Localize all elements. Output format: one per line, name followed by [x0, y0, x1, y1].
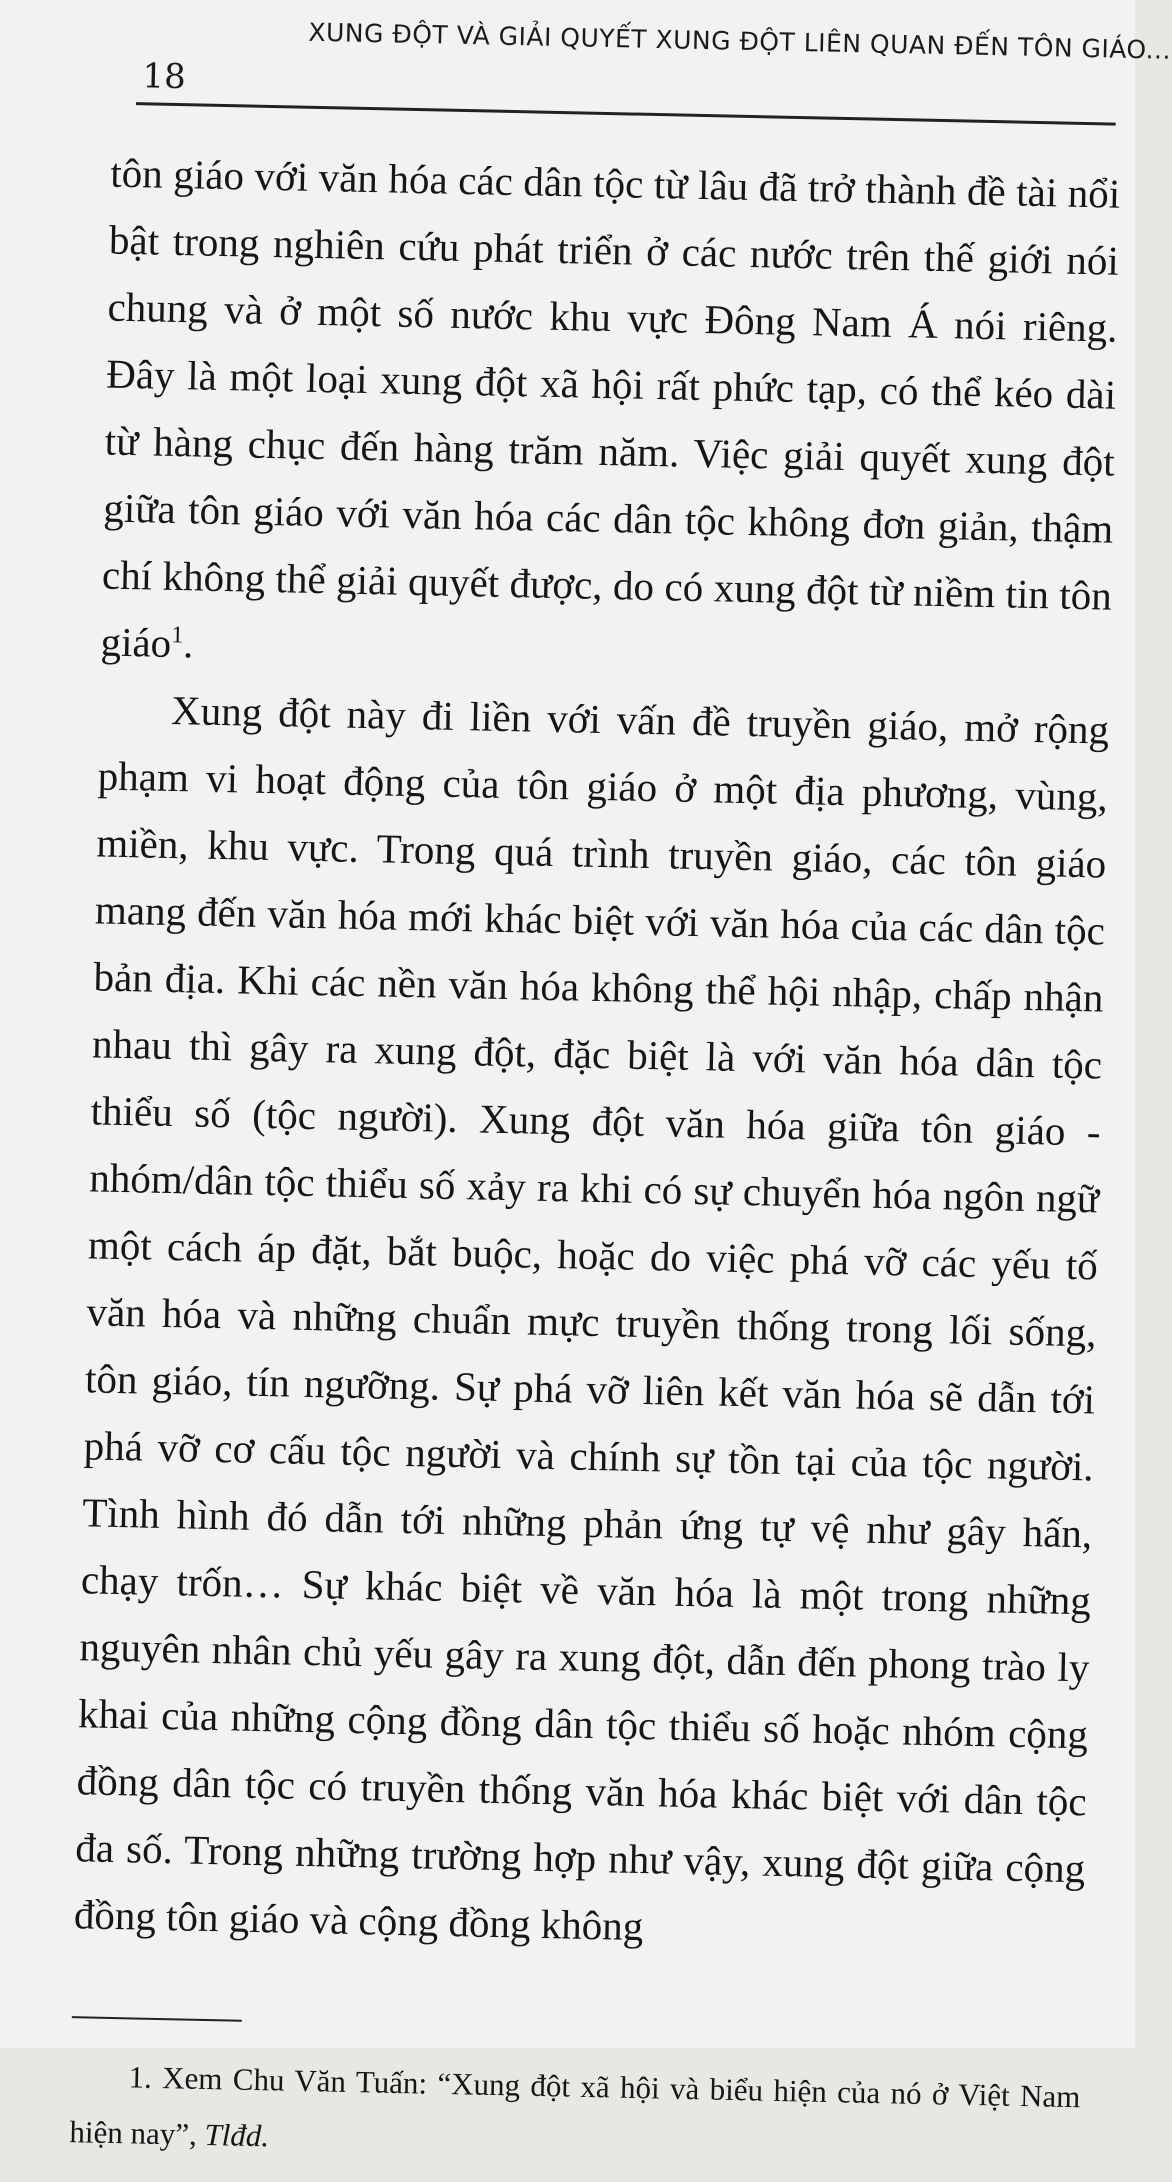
running-title: XUNG ĐỘT VÀ GIẢI QUYẾT XUNG ĐỘT LIÊN QUAN ĐẾN TÔN GIÁO... [308, 17, 1172, 65]
paragraph-1-end: . [182, 620, 194, 667]
footnote-text: 1. Xem Chu Văn Tuấn: “Xung đột xã hội và biểu hiện của nó ở Việt Nam hiện nay”, [69, 2059, 1081, 2152]
footnote-citation: Tlđd. [204, 2116, 270, 2154]
footnote-reference: 1 [171, 622, 184, 649]
page-content [69, 0, 1172, 2181]
paragraph-1 [100, 140, 1121, 697]
header-rule [136, 102, 1116, 126]
body-text [73, 140, 1121, 1970]
paragraph-1-text: tôn giáo với văn hóa các dân tộc từ lâu đã trở thành đề tài nổi bật trong nghiên cứu phát triển ở các nước trên thế giới nói chung và ở một số nước khu vực Đông Nam Á nói riêng. Đây là một loại xung đột xã hội rất phức tạp, có thể kéo dài từ hàng chục đến hàng trăm năm. Việc giải quyết xung đột giữa tôn giáo với văn hóa các dân tộc không đơn giản, thậm chí không thể giải quyết được, do có xung đột từ niềm tin tôn giáo [100, 149, 1121, 666]
page-number: 18 [142, 56, 187, 98]
paragraph-2: Xung đột này đi liền với vấn đề truyền giáo, mở rộng phạm vi hoạt động của tôn giáo ở một địa phương, vùng, miền, khu vực. Trong quá trình truyền giáo, các tôn giáo mang đến văn hóa mới khác biệt với văn hóa của các dân tộc bản địa. Khi các nền văn hóa không thể hội nhập, chấp nhận nhau thì gây ra xung đột, đặc biệt là với văn hóa dân tộc thiểu số (tộc người). Xung đột văn hóa giữa tôn giáo - nhóm/dân tộc thiểu số xảy ra khi có sự chuyển hóa ngôn ngữ một cách áp đặt, bắt buộc, hoặc do việc phá vỡ các yếu tố văn hóa và những chuẩn mực truyền thống trong lối sống, tôn giáo, tín ngưỡng. Sự phá vỡ liên kết văn hóa sẽ dẫn tới phá vỡ cơ cấu tộc người và chính sự tồn tại của tộc người. Tình hình đó dẫn tới những phản ứng tự vệ như gây hấn, chạy trốn… Sự khác biệt về văn hóa là một trong những nguyên nhân chủ yếu gây ra xung đột, dẫn đến phong trào ly khai của những cộng đồng dân tộc thiểu số hoặc nhóm cộng đồng dân tộc có truyền thống văn hóa khác biệt với dân tộc đa số. Trong những trường hợp như vậy, xung đột giữa cộng đồng tôn giáo và cộng đồng không [73, 686, 1110, 1950]
running-header [112, 0, 1172, 139]
footnote-rule [72, 2016, 242, 2022]
footnote [69, 2048, 1081, 2181]
